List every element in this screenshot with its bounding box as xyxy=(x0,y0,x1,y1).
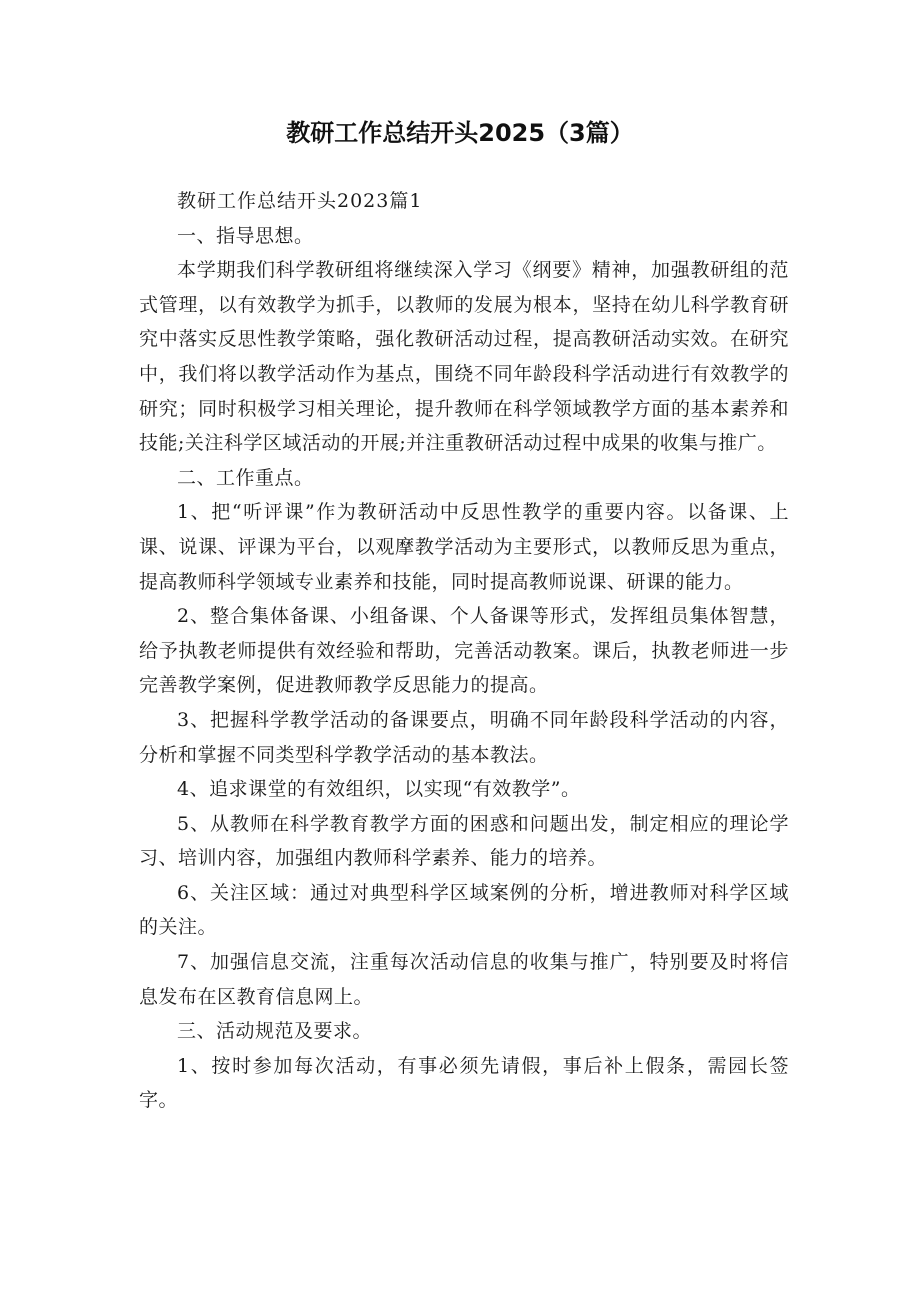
list-item: 7、加强信息交流，注重每次活动信息的收集与推广，特别要及时将信息发布在区教育信息网上。 xyxy=(139,951,789,1008)
list-item: 6、关注区域：通过对典型科学区域案例的分析，增进教师对科学区域的关注。 xyxy=(139,881,789,939)
list-item: 5、从教师在科学教育教学方面的困惑和问题出发，制定相应的理论学习、培训内容，加强组内教师科学素养、能力的培养。 xyxy=(139,812,789,870)
subheading-guiding-thought: 一、指导思想。 xyxy=(177,224,314,247)
subheading-activity-rules: 三、活动规范及要求。 xyxy=(177,1020,373,1043)
section-heading: 教研工作总结开头2023篇1 xyxy=(177,190,423,212)
paragraph: 本学期我们科学教研组将继续深入学习《纲要》精神，加强教研组的范式管理，以有效教学为抓手，以教师的发展为根本，坚持在幼儿科学教育研究中落实反思性教学策略，强化教研活动过程，提高教研活动实效。在研究中，我们将以教学活动作为基点，围绕不同年龄段科学活动进行有效教学的研究；同时积极学习相关理论，提升教师在科学领域教学方面的基本素养和技能;关注科学区域活动的开展;并注重教研活动过程中成果的收集与推广。 xyxy=(139,259,789,455)
subheading-work-focus: 二、工作重点。 xyxy=(177,466,314,489)
document-title: 教研工作总结开头2025（3篇） xyxy=(286,119,634,147)
list-item: 3、把握科学教学活动的备课要点，明确不同年龄段科学活动的内容，分析和掌握不同类型科学教学活动的基本教法。 xyxy=(139,708,789,766)
list-item: 1、把“听评课”作为教研活动中反思性教学的重要内容。以备课、上课、说课、评课为平台，以观摩教学活动为主要形式，以教师反思为重点，提高教师科学领域专业素养和技能，同时提高教师说课、研课的能力。 xyxy=(139,501,789,593)
list-item: 4、追求课堂的有效组织，以实现“有效教学”。 xyxy=(177,778,581,801)
list-item: 2、整合集体备课、小组备课、个人备课等形式，发挥组员集体智慧，给予执教老师提供有效经验和帮助，完善活动教案。课后，执教老师进一步完善教学案例，促进教师教学反思能力的提高。 xyxy=(139,605,789,697)
list-item: 1、按时参加每次活动，有事必须先请假，事后补上假条，需园长签字。 xyxy=(139,1054,789,1112)
document-body xyxy=(139,184,789,1118)
